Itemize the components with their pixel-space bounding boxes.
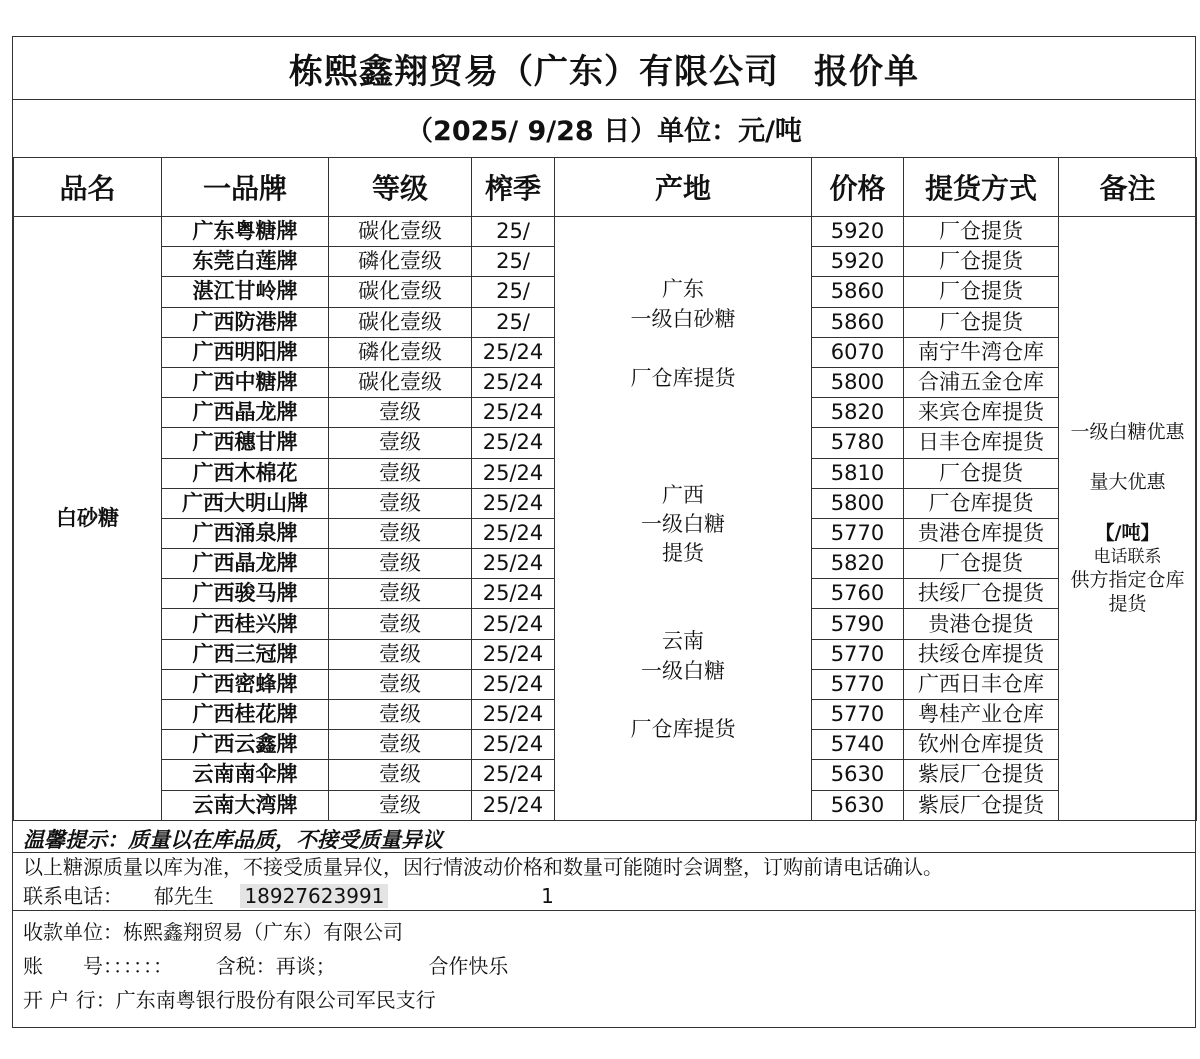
price-cell: 5760 xyxy=(812,579,904,609)
brand-cell: 广西穗甘牌 xyxy=(162,428,329,458)
bank-line xyxy=(23,983,1195,1017)
season-cell: 25/24 xyxy=(472,730,555,760)
grade-cell: 壹级 xyxy=(329,579,472,609)
price-cell: 5770 xyxy=(812,639,904,669)
brand-cell: 广西木棉花 xyxy=(162,458,329,488)
header-price: 价格 xyxy=(812,158,904,217)
grade-cell: 壹级 xyxy=(329,669,472,699)
brand-cell: 广西晶龙牌 xyxy=(162,398,329,428)
origin-guangdong-label: 广东 xyxy=(662,277,704,301)
grade-cell: 壹级 xyxy=(329,518,472,548)
grade-cell: 壹级 xyxy=(329,700,472,730)
payee-line xyxy=(23,915,1195,949)
brand-cell: 湛江甘岭牌 xyxy=(162,277,329,307)
remark-line-5: 供方指定仓库提货 xyxy=(1070,568,1185,616)
remark-line-3: 【/吨】 xyxy=(1095,521,1160,544)
season-cell: 25/24 xyxy=(472,488,555,518)
origin-cell xyxy=(555,217,812,821)
brand-cell: 广东粤糖牌 xyxy=(162,217,329,247)
header-row xyxy=(14,158,1197,217)
phone-label: 联系电话： xyxy=(23,884,123,908)
origin-pickup-label-2: 厂仓库提货 xyxy=(630,717,736,741)
pickup-cell: 厂仓库提货 xyxy=(904,488,1059,518)
brand-cell: 广西明阳牌 xyxy=(162,337,329,367)
grade-cell: 壹级 xyxy=(329,549,472,579)
bank-label: 开 户 行： xyxy=(23,988,116,1012)
pickup-cell: 扶绥仓库提货 xyxy=(904,639,1059,669)
brand-cell: 广西三冠牌 xyxy=(162,639,329,669)
warm-tip: 温馨提示：质量以在库品质，不接受质量异议 xyxy=(13,827,1195,853)
season-cell: 25/24 xyxy=(472,700,555,730)
header-grade: 等级 xyxy=(329,158,472,217)
brand-cell: 广西桂花牌 xyxy=(162,700,329,730)
account-number: ：：：：： xyxy=(113,954,173,978)
season-cell: 25/ xyxy=(472,217,555,247)
grade-cell: 碳化壹级 xyxy=(329,367,472,397)
season-cell: 25/ xyxy=(472,307,555,337)
quote-sheet xyxy=(12,36,1196,1028)
season-cell: 25/ xyxy=(472,277,555,307)
season-cell: 25/24 xyxy=(472,428,555,458)
season-cell: 25/24 xyxy=(472,549,555,579)
grade-cell: 壹级 xyxy=(329,730,472,760)
account-line xyxy=(23,949,1195,983)
grade-cell: 壹级 xyxy=(329,428,472,458)
season-cell: 25/24 xyxy=(472,579,555,609)
origin-yunnan-grade: 一级白糖 xyxy=(641,659,725,683)
date-unit-line: （2025/ 9/28 日）单位：元/吨 xyxy=(13,99,1195,158)
table-row xyxy=(14,217,1197,247)
contact-name: 郁先生 xyxy=(153,884,214,908)
brand-cell: 广西桂兴牌 xyxy=(162,609,329,639)
season-cell: 25/ xyxy=(472,247,555,277)
grade-cell: 磷化壹级 xyxy=(329,247,472,277)
price-cell: 5920 xyxy=(812,217,904,247)
remark-line-2: 量大优惠 xyxy=(1089,471,1166,494)
grade-cell: 碳化壹级 xyxy=(329,217,472,247)
price-cell: 5630 xyxy=(812,760,904,790)
brand-cell: 东莞白莲牌 xyxy=(162,247,329,277)
pickup-cell: 钦州仓库提货 xyxy=(904,730,1059,760)
document-title: 栋熙鑫翔贸易（广东）有限公司 报价单 xyxy=(13,37,1195,100)
price-cell: 5920 xyxy=(812,247,904,277)
pickup-cell: 厂仓提货 xyxy=(904,458,1059,488)
contact-line xyxy=(23,882,1195,911)
season-cell: 25/24 xyxy=(472,609,555,639)
header-season: 榨季 xyxy=(472,158,555,217)
season-cell: 25/24 xyxy=(472,398,555,428)
pickup-cell: 来宾仓库提货 xyxy=(904,398,1059,428)
origin-guangxi-label: 广西 xyxy=(662,483,704,507)
grade-cell: 碳化壹级 xyxy=(329,277,472,307)
brand-cell: 广西大明山牌 xyxy=(162,488,329,518)
pickup-cell: 合浦五金仓库 xyxy=(904,367,1059,397)
brand-cell: 广西中糖牌 xyxy=(162,367,329,397)
grade-cell: 壹级 xyxy=(329,488,472,518)
origin-guangxi-pickup: 提货 xyxy=(662,541,704,565)
brand-cell: 广西涌泉牌 xyxy=(162,518,329,548)
price-cell: 5820 xyxy=(812,398,904,428)
table-body xyxy=(14,217,1197,821)
price-cell: 5630 xyxy=(812,790,904,820)
price-cell: 5800 xyxy=(812,367,904,397)
price-cell: 5820 xyxy=(812,549,904,579)
header-brand: 一品牌 xyxy=(162,158,329,217)
pickup-cell: 厂仓提货 xyxy=(904,217,1059,247)
brand-cell: 广西晶龙牌 xyxy=(162,549,329,579)
pickup-cell: 南宁牛湾仓库 xyxy=(904,337,1059,367)
pickup-cell: 厂仓提货 xyxy=(904,247,1059,277)
origin-guangdong-grade: 一级白砂糖 xyxy=(630,307,736,331)
pickup-cell: 厂仓提货 xyxy=(904,277,1059,307)
product-cell: 白砂糖 xyxy=(14,217,162,821)
grade-cell: 壹级 xyxy=(329,398,472,428)
bank-name: 广东南粤银行股份有限公司军民支行 xyxy=(115,988,436,1012)
season-cell: 25/24 xyxy=(472,669,555,699)
grade-cell: 壹级 xyxy=(329,609,472,639)
price-cell: 5770 xyxy=(812,518,904,548)
header-remark: 备注 xyxy=(1059,158,1197,217)
pickup-cell: 紫辰厂仓提货 xyxy=(904,760,1059,790)
brand-cell: 广西防港牌 xyxy=(162,307,329,337)
season-cell: 25/24 xyxy=(472,518,555,548)
payment-block xyxy=(13,911,1195,1029)
payee-label: 收款单位： xyxy=(23,920,123,944)
pickup-cell: 厂仓提货 xyxy=(904,307,1059,337)
grade-cell: 壹级 xyxy=(329,760,472,790)
price-cell: 5790 xyxy=(812,609,904,639)
grade-cell: 磷化壹级 xyxy=(329,337,472,367)
disclaimer-text: 以上糖源质量以库为准，不接受质量异仪，因行情波动价格和数量可能随时会调整，订购前请电话确认。 xyxy=(23,855,943,879)
grade-cell: 壹级 xyxy=(329,639,472,669)
phone-number[interactable]: 18927623991 xyxy=(240,884,388,908)
tax-label: 含税： xyxy=(215,954,276,978)
origin-pickup-label: 厂仓库提货 xyxy=(630,366,736,390)
price-cell: 5780 xyxy=(812,428,904,458)
season-cell: 25/24 xyxy=(472,790,555,820)
tax-value: 再谈； xyxy=(275,954,336,978)
grade-cell: 壹级 xyxy=(329,790,472,820)
grade-cell: 碳化壹级 xyxy=(329,307,472,337)
pickup-cell: 紫辰厂仓提货 xyxy=(904,790,1059,820)
notes-block xyxy=(13,853,1195,911)
remark-line-1: 一级白糖优惠 xyxy=(1070,420,1185,443)
price-cell: 5800 xyxy=(812,488,904,518)
remark-line-4: 电话联系 xyxy=(1093,546,1162,567)
season-cell: 25/24 xyxy=(472,337,555,367)
season-cell: 25/24 xyxy=(472,760,555,790)
grade-cell: 壹级 xyxy=(329,458,472,488)
season-cell: 25/24 xyxy=(472,639,555,669)
pickup-cell: 粤桂产业仓库 xyxy=(904,700,1059,730)
brand-cell: 云南大湾牌 xyxy=(162,790,329,820)
price-cell: 5810 xyxy=(812,458,904,488)
origin-guangxi-grade: 一级白糖 xyxy=(641,512,725,536)
phone-suffix: 1 xyxy=(541,884,554,908)
slogan-text: 合作快乐 xyxy=(428,954,509,978)
header-origin: 产地 xyxy=(555,158,812,217)
brand-cell: 广西密蜂牌 xyxy=(162,669,329,699)
remark-cell xyxy=(1059,217,1197,821)
pickup-cell: 贵港仓提货 xyxy=(904,609,1059,639)
price-cell: 5770 xyxy=(812,700,904,730)
season-cell: 25/24 xyxy=(472,458,555,488)
price-cell: 5770 xyxy=(812,669,904,699)
payee-name: 栋熙鑫翔贸易（广东）有限公司 xyxy=(123,920,403,944)
origin-yunnan-label: 云南 xyxy=(662,629,704,653)
pickup-cell: 扶绥厂仓提货 xyxy=(904,579,1059,609)
account-label: 账 号： xyxy=(23,954,113,978)
price-cell: 5740 xyxy=(812,730,904,760)
brand-cell: 广西骏马牌 xyxy=(162,579,329,609)
price-cell: 5860 xyxy=(812,277,904,307)
brand-cell: 广西云鑫牌 xyxy=(162,730,329,760)
price-table xyxy=(13,157,1197,821)
price-cell: 5860 xyxy=(812,307,904,337)
header-pickup: 提货方式 xyxy=(904,158,1059,217)
pickup-cell: 贵港仓库提货 xyxy=(904,518,1059,548)
season-cell: 25/24 xyxy=(472,367,555,397)
header-product: 品名 xyxy=(14,158,162,217)
pickup-cell: 厂仓提货 xyxy=(904,549,1059,579)
brand-cell: 云南南伞牌 xyxy=(162,760,329,790)
pickup-cell: 日丰仓库提货 xyxy=(904,428,1059,458)
price-cell: 6070 xyxy=(812,337,904,367)
pickup-cell: 广西日丰仓库 xyxy=(904,669,1059,699)
